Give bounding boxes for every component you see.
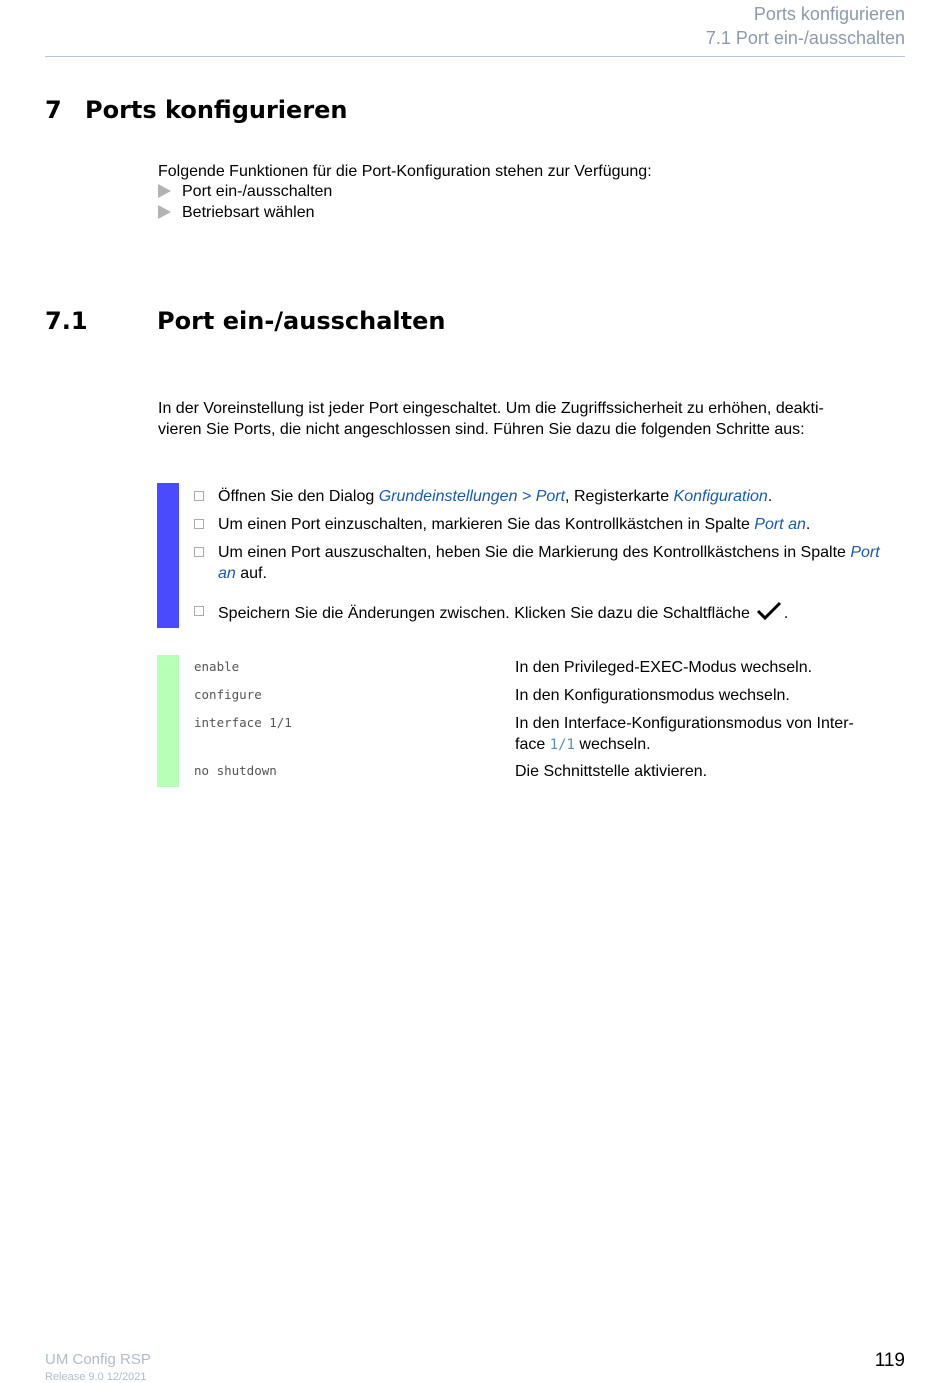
triangle-bullet-icon: [158, 205, 171, 219]
checkbox-square-icon: [194, 547, 204, 557]
step-item: [194, 601, 909, 624]
column-name-link: Port an: [754, 516, 806, 533]
cli-accent-bar: [157, 655, 179, 787]
footer-release: Release 9.0 12/2021: [45, 1371, 147, 1383]
cli-command: no shutdown: [194, 763, 277, 778]
column-name-link: Port an: [218, 544, 880, 582]
step-text: , Registerkarte: [565, 488, 674, 505]
cli-description: Die Schnittstelle aktivieren.: [515, 763, 708, 780]
cli-description: In den Privileged-EXEC-Modus wechseln.: [515, 659, 813, 676]
checkbox-square-icon: [194, 519, 204, 529]
step-text: Speichern Sie die Änderungen zwischen. Klicken Sie dazu die Schaltfläche: [218, 605, 750, 622]
cli-description-text: face: [515, 736, 550, 753]
step-text: .: [767, 488, 773, 505]
triangle-bullet-icon: [158, 184, 171, 198]
list-item: [158, 203, 315, 223]
section-paragraph-line2: vieren Sie Ports, die nicht angeschlossen sind. Führen Sie dazu die folgenden Schritte aus:: [158, 421, 805, 438]
page-number: 119: [874, 1350, 905, 1371]
cli-description: [515, 713, 900, 756]
step-item: [194, 486, 909, 507]
section-heading: [45, 307, 445, 335]
section-paragraph-line1: In der Voreinstellung ist jeder Port eingeschaltet. Um die Zugriffssicherheit zu erhöhen, deakti-: [158, 400, 824, 417]
footer-document-name: UM Config RSP: [45, 1351, 151, 1368]
step-text: .: [805, 516, 811, 533]
checkbox-square-icon: [194, 491, 204, 501]
step-text: Öffnen Sie den Dialog: [218, 488, 379, 505]
cli-command: configure: [194, 687, 262, 702]
tab-name-link: Konfiguration: [673, 488, 768, 505]
step-item: [194, 514, 909, 535]
cli-description: In den Konfigurationsmodus wechseln.: [515, 687, 790, 704]
section-number: 7.1: [45, 307, 88, 335]
checkbox-square-icon: [194, 606, 204, 616]
cli-command: interface 1/1: [194, 715, 292, 730]
chapter-intro: Folgende Funktionen für die Port-Konfiguration stehen zur Verfügung:: [158, 163, 652, 180]
step-text: auf.: [235, 565, 267, 582]
step-item: [194, 542, 894, 584]
header-divider: [45, 56, 905, 57]
step-text: Um einen Port einzuschalten, markieren Sie das Kontrollkästchen in Spalte: [218, 516, 755, 533]
chapter-heading: [45, 96, 348, 124]
chapter-title: Ports konfigurieren: [85, 96, 348, 124]
chapter-number: 7: [45, 96, 62, 124]
step-text: .: [783, 605, 789, 622]
bullet-text: Betriebsart wählen: [182, 204, 315, 221]
running-header-chapter: Ports konfigurieren: [753, 4, 905, 24]
bullet-text: Port ein-/ausschalten: [182, 183, 333, 200]
steps-accent-bar: [157, 483, 179, 628]
cli-description-text: wechseln.: [574, 736, 651, 753]
cli-command: enable: [194, 659, 240, 674]
inline-code: 1/1: [549, 737, 575, 753]
list-item: [158, 182, 332, 202]
step-text: Um einen Port auszuschalten, heben Sie die Markierung des Kontrollkästchens in Spalte: [218, 544, 851, 561]
checkmark-icon: [756, 601, 782, 621]
section-title: Port ein-/ausschalten: [157, 307, 446, 335]
running-header-section: 7.1 Port ein-/ausschalten: [705, 28, 905, 48]
cli-description-text: In den Interface-Konfigurationsmodus von Inter-: [515, 715, 854, 732]
menu-path-link: Grundeinstellungen > Port: [378, 488, 566, 505]
